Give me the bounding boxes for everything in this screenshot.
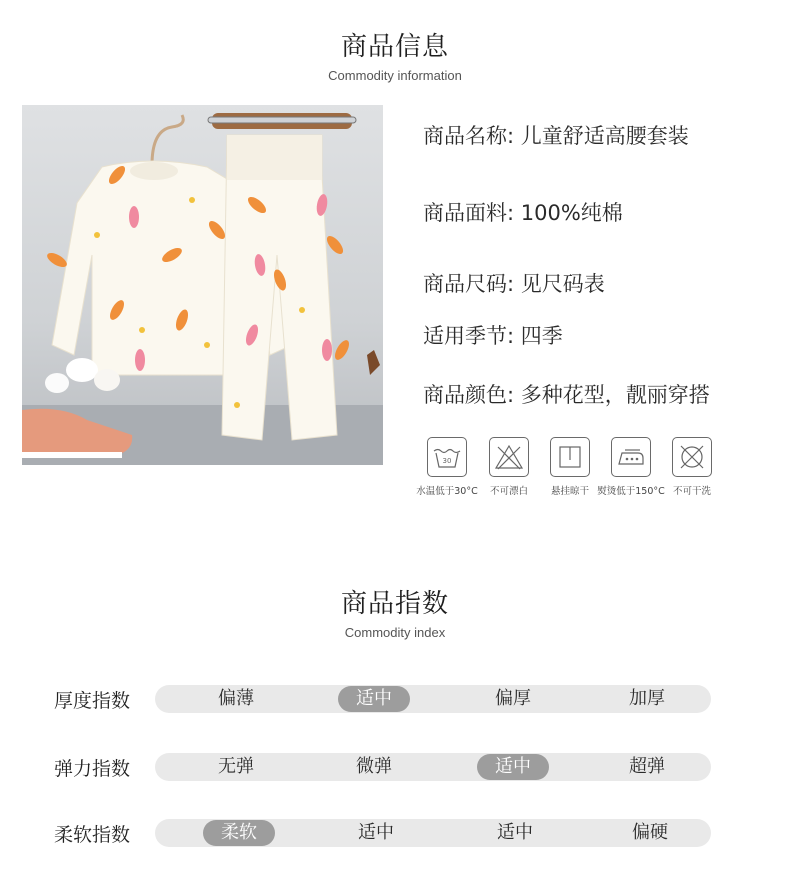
info-label: 适用季节:	[423, 324, 515, 348]
index-section-subtitle: Commodity index	[344, 625, 446, 640]
info-label: 商品尺码:	[423, 272, 515, 296]
info-value: 四季	[520, 324, 563, 348]
index-option: 适中	[497, 822, 533, 843]
wash-temp: 30	[442, 457, 452, 465]
index-option-selected: 适中	[338, 686, 410, 712]
wash-30-icon	[427, 437, 467, 477]
info-label: 商品面料:	[423, 201, 515, 225]
softness-label: 柔软指数	[54, 824, 131, 846]
hang-dry-icon	[550, 437, 590, 477]
info-value: 100%纯棉	[520, 201, 623, 225]
index-option: 适中	[358, 822, 394, 843]
care-label: 悬挂晾干	[550, 486, 589, 497]
no-bleach-icon	[489, 437, 529, 477]
info-label: 商品颜色:	[423, 383, 515, 407]
index-option: 偏厚	[495, 688, 531, 709]
info-row-name	[423, 120, 689, 150]
index-option-selected: 柔软	[203, 820, 275, 846]
index-option: 超弹	[629, 756, 665, 777]
info-value: 儿童舒适高腰套装	[520, 124, 689, 148]
info-label: 商品名称:	[423, 124, 515, 148]
index-option: 微弹	[356, 756, 392, 777]
info-value: 多种花型，靓丽穿搭	[520, 383, 710, 407]
info-row-season	[423, 320, 563, 350]
product-photo	[22, 105, 383, 465]
info-section-title: 商品信息	[340, 32, 449, 62]
info-value: 见尺码表	[520, 272, 605, 296]
index-option: 加厚	[629, 688, 665, 709]
care-label: 水温低于30°C	[416, 486, 478, 497]
info-row-fabric	[423, 197, 623, 227]
softness-scale	[155, 819, 711, 847]
care-label: 不可干洗	[672, 486, 711, 497]
index-option-selected: 适中	[477, 754, 549, 780]
info-section-subtitle: Commodity information	[328, 68, 462, 83]
info-row-size	[423, 268, 605, 298]
care-label: 熨烫低于150°C	[597, 486, 665, 497]
elasticity-scale	[155, 753, 711, 781]
no-dry-clean-icon	[672, 437, 712, 477]
thickness-scale	[155, 685, 711, 713]
care-dryclean	[657, 437, 727, 497]
iron-150-icon	[611, 437, 651, 477]
index-option: 偏薄	[218, 688, 254, 709]
info-row-color	[423, 379, 710, 409]
care-label: 不可漂白	[489, 486, 528, 497]
elasticity-label: 弹力指数	[54, 758, 131, 780]
index-option: 偏硬	[632, 822, 668, 843]
index-option: 无弹	[218, 756, 254, 777]
thickness-label: 厚度指数	[54, 690, 131, 712]
index-section-title: 商品指数	[340, 589, 449, 619]
